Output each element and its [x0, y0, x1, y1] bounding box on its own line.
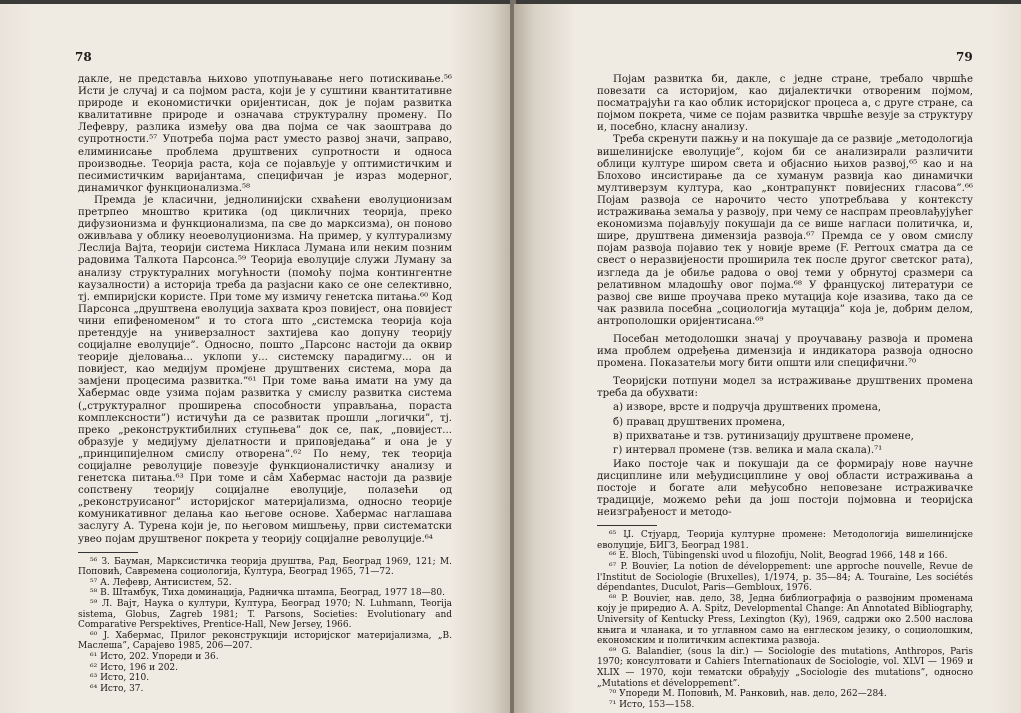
footnote: ⁶⁰ J. Хабермас, Прилог реконструкцији историјског материјализма, „В. Маслеша”, Сарајево 1985, 206—207. — [78, 630, 452, 652]
change-model-list — [597, 402, 973, 456]
footnote: ⁷⁰ Упореди М. Поповић, М. Ранковић, нав. дело, 262—284. — [609, 689, 887, 700]
list-item: б) правац друштвених промена, — [613, 416, 786, 428]
footnote: ⁶² Исто, 196 и 202. — [90, 662, 179, 673]
footnote: ⁵⁷ А. Лефевр, Антисистем, 52. — [90, 577, 232, 588]
left-body — [78, 74, 452, 694]
list-item: г) интервал промене (тзв. велика и мала скала).⁷¹ — [613, 444, 883, 456]
footnote: ⁶³ Исто, 210. — [90, 673, 150, 684]
footnote: ⁵⁶ З. Бауман, Марксистичка теорија друштва, Рад, Београд 1969, 121; М. Поповић, Савремена социологија, Култура, Београд 1965, 71—72. — [78, 556, 452, 578]
list-item: в) прихватање и тзв. рутинизацију друштвене промене, — [613, 430, 914, 442]
right-page — [514, 4, 1021, 713]
page-number-left: 78 — [75, 50, 92, 64]
footnote: ⁵⁹ Л. Вајт, Наука о култури, Култура, Београд 1970; N. Luhmann, Teorija sistema, Globus, Zagreb 1981; T. Parsons, Societies: Evolutionary and Comparative Perspektives, Prentice-Hall, New Jersey, 1966. — [78, 599, 452, 631]
footnote: ⁶⁵ Џ. Стјуард, Теорија културне промене: Методологија вишелинијске еволуције, БИГЗ, Београд 1981. — [597, 530, 973, 551]
footnote: ⁶⁹ G. Balandier, (sous la dir.) — Sociologie des mutations, Anthropos, Paris 1970; консултовати и Cahiers Internationaux de Sociologie, vol. XLVI — 1969 и XLIX — 1970, који тематски обрађују „Sociologie des mutations”, односно „Mutations et développement”. — [597, 646, 973, 689]
footnote: ⁷¹ Исто, 153—158. — [609, 699, 695, 710]
page-number-right: 79 — [956, 50, 973, 64]
footnote: ⁶⁸ P. Bouvier, нав. дело, 38, Једна библиографија о развојним променама коју је приредио A. A. Spitz, Developmental Change: An Annotated Bibliography, University of Kentucky Press, Lexington (Ky), 1969, садржи око 2.500 наслова књига и чланака, и то углавном само на енглеском језику, о социолошким, економским и политичким аспектима развоја. — [597, 593, 973, 647]
right-body — [597, 74, 973, 710]
left-page — [0, 4, 512, 713]
footnote: ⁶⁷ P. Bouvier, La notion de développement: une approche nouvelle, Revue de l'Institut de Sociologie (Bruxelles), 1/1974, p. 35—84; A. Touraine, Les sociétés dépendantes, Duculot, Paris—Gembloux, 1976. — [597, 562, 973, 594]
right-paragraph-4: Теоријски потпуни модел за истраживање друштвених промена треба да обухвати: — [597, 376, 973, 400]
left-paragraph-2: Премда је класични, једнолинијски схваћени еволуционизам претрпео мноштво критика (од цикличних теорија, преко дифузионизма и функционализма, па све до марксизма), он поново оживљава у облику неоеволуционизма. На пример, у културализму Леслија Вајта, теорији система Никласа Лумана или неким позним радовима Талкота Парсонса.⁵⁹ Теорија еволуције служи Луману за анализу структуралних могућности (помоћу појма контингентне каузалности) а историја треба да разјасни како се оне селективно, тј. емпиријски користе. При томе му измичу генетска питања.⁶⁰ Код Парсонса „друштвена еволуција захвата кроз повијест, она повијест чини епифеноменом” и то стога што „системска теорија која претендује на универзалност захтијева као допуну теорију социјалне еволуције”. Односно, пошто „Парсонс настоји да оквир теорије дјеловања... уклопи у... системску парадигму... он и повијест, као медијум промјене друштвених система, мора да замјени процесима развитка.”⁶¹ При томе вања имати на уму да Хабермас овде узима појам развитка у смислу развитка система („структуралног проширења способности управљања, пораста комплексности”) истичући да се развитак прошли „логички”, тј. преко „реконструктибилних ступњева” док се, пак, „повијест... образује у медијуму дјелатности и приповједања” и она је у „принципијелном смислу отворена”.⁶² По нему, тек теорија социјалне револуције повезује функционалистичку анализу и генетска питања.⁶³ При томе и сâм Хабермас настоји да развије сопствену теорију социјалне еволуције, полазећи од „реконструисаног” историјског материјализма, односно теорије комуникативног делања као његове основе. Хабермас наглашава заслугу А. Турена који је, по његовом мишљењу, први систематски увео појам друштвеног покрета у теорију социјалне револуције.⁶⁴ — [78, 194, 452, 545]
right-paragraph-5: Иако постоје чак и покушаји да се формирају нове научне дисциплине или међудисциплине у овој области истраживања а постоје и богате али међусобно неповезане истраживачке традиције, можемо рећи да још постоји појмовна и теоријска неизграђеност и методо- — [597, 458, 973, 519]
list-item: а) изворе, врсте и подручја друштвених промена, — [613, 402, 882, 414]
right-paragraph-1: Појам развитка би, дакле, с једне стране, требало чвршће повезати са историјом, као дијалектички отвореним појмом, посматрајући га као облик историјског процеса а, с друге стране, са појмом покрета, чиме се појам развитка чвршће везује за структуру и, посебно, класну анализу. — [597, 74, 973, 134]
footnote: ⁶⁶ E. Bloch, Tübingenski uvod u filozofiju, Nolit, Beograd 1966, 148 и 166. — [609, 551, 948, 562]
footnote-rule-right — [597, 525, 657, 526]
footnote: ⁶¹ Исто, 202. Упореди и 36. — [90, 652, 219, 662]
right-paragraph-2: Треба скренути пажњу и на покушаје да се развије „методологија вишелинијске еволуције”, којом би се анализирали различити облици културе широм света и објаснио њихов развој,⁶⁵ као и на Блохово инсистирање да се хуманум развија као динамички мултиверзум култура, као „контрапункт повијесних гласова”.⁶⁶ Појам развоја се нарочито често употребљава у контексту истраживања земаља у развоју, при чему се наспрам преовлађујућег економизма појављују покушаји да се више нагласи политичка, и, шире, друштвена димензија развоја.⁶⁷ Премда се у овом смислу појам развоја појавио тек у новије време (F. Perroux сматра да се свест о неразвијености проширила тек после другог светског рата), изгледа да је обиље радова о овој теми у обрнутој сразмери са релативном младошћу овог појма.⁶⁸ У француској литератури се развој све више проучава преко мутација које изазива, тако да се чак развила посебна „социологија мутација” која је, добрим делом, антрополошки оријентисана.⁶⁹ — [597, 134, 973, 327]
footnote: ⁵⁸ В. Штамбук, Тиха доминација, Радничка штампа, Београд, 1977 18—80. — [90, 588, 445, 599]
left-footnotes — [78, 557, 452, 695]
right-paragraph-3: Посебан методолошки значај у проучавању развоја и промена има проблем одређења димензија и индикатора развоја односно промена. Показатељи могу бити општи или специфични.⁷⁰ — [597, 333, 973, 370]
left-paragraph-1: дакле, не представља њихово употпуњавање него потискивање.⁵⁶ Исти је случај и са појмом раста, који је у суштини квантитативне природе и економистички оријентисан, док је појам развитка квалитативне природе и означава структуралну промену. По Лефевру, разлика између ова два појма се чак заоштрава до супротности.⁵⁷ Употреба појма раст уместо развој значи, заправо, елиминисање проблема друштвених супротности и односа производње. Теорија раста, која се појављује у оптимистичким и песимистичким варијантама, специфичан је израз модерног, динамичког функционализма.⁵⁸ — [78, 74, 452, 194]
footnote-rule-left — [78, 552, 138, 553]
footnote: ⁶⁴ Исто, 37. — [90, 683, 144, 694]
right-footnotes — [597, 530, 973, 710]
